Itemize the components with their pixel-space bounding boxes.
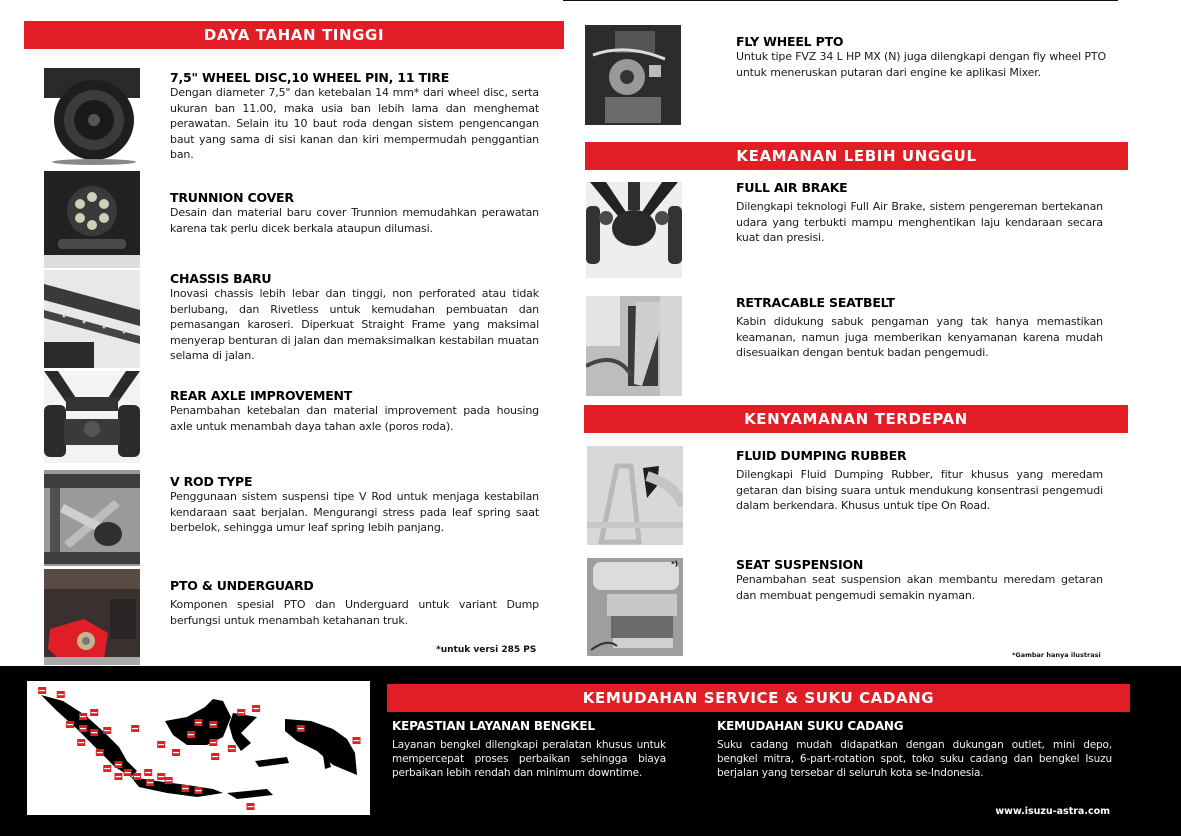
feature-workshop-service [392, 719, 666, 780]
feature-rear-axle [170, 388, 539, 434]
illustration-mark: *) [671, 560, 678, 568]
section-banner-safety: KEAMANAN LEBIH UNGGUL [585, 142, 1128, 170]
section-banner-durability: DAYA TAHAN TINGGI [24, 21, 564, 49]
feature-body: Penambahan ketebalan dan material improvement pada housing axle untuk menambah daya tahan axle (poros roda). [170, 404, 539, 433]
website-link[interactable]: www.isuzu-astra.com [995, 806, 1110, 817]
feature-flywheel-pto [736, 34, 1106, 80]
seatbelt-photo-icon [586, 296, 682, 396]
feature-body: Penambahan seat suspension akan membantu meredam getaran dan membuat pengemudi semakin nyaman. [736, 573, 1103, 602]
feature-title: CHASSIS BARU [170, 271, 272, 286]
indonesia-map-icon [27, 681, 370, 815]
feature-full-air-brake [736, 180, 1103, 246]
feature-seat-suspension [736, 557, 1103, 603]
feature-wheel-disc [170, 70, 539, 163]
wheel-photo-icon [44, 68, 140, 168]
fluid-rubber-photo-icon [587, 446, 683, 545]
feature-body: Layanan bengkel dilengkapi peralatan khusus untuk mempercepat proses perbaikan sehingga biaya perbaikan lebih rendah dan minimum downtime. [392, 739, 666, 779]
feature-title: V ROD TYPE [170, 474, 253, 489]
feature-title: FULL AIR BRAKE [736, 180, 848, 195]
footnote-illustration: *Gambar hanya ilustrasi [1012, 651, 1101, 659]
feature-pto-underguard [170, 578, 539, 628]
feature-body: Desain dan material baru cover Trunnion memudahkan perawatan karena tak perlu dicek berkala ataupun dilumasi. [170, 206, 539, 235]
feature-body: Penggunaan sistem suspensi tipe V Rod untuk menjaga kestabilan kendaraan saat berjalan. Mengurangi stress pada leaf spring saat berbelok, sehingga umur leaf spring lebih panjang. [170, 490, 539, 534]
feature-title: RETRACABLE SEATBELT [736, 295, 895, 310]
chassis-photo-icon [44, 270, 140, 368]
feature-body: Inovasi chassis lebih lebar dan tinggi, non perforated atau tidak berlubang, dan Rivetless untuk kemudahan pembuatan dan pemasangan karoseri. Diperkuat Straight Frame yang maksimal menyerap benturan di jalan dan memaksimalkan kestabilan muatan selama di jalan. [170, 287, 539, 362]
feature-body: Dengan diameter 7,5" dan ketebalan 14 mm* dari wheel disc, serta ukuran ban 11.00, maka usia ban lebih lama dan menghemat perawatan. Selain itu 10 baut roda dengan sistem pengencangan baut yang sama di sisi kanan dan kiri mempermudah penggantian ban. [170, 86, 539, 161]
trunnion-photo-icon [44, 171, 140, 268]
footnote-285ps: *untuk versi 285 PS [436, 645, 537, 655]
feature-body: Kabin didukung sabuk pengaman yang tak hanya memastikan keamanan, namun juga memberikan kenyamanan karena mudah disesuaikan dengan bentuk badan pengemudi. [736, 315, 1103, 359]
section-banner-comfort: KENYAMANAN TERDEPAN [584, 405, 1128, 433]
pto-photo-icon [44, 569, 140, 665]
top-divider [563, 0, 1118, 1]
air-brake-photo-icon [586, 182, 682, 278]
section-banner-service: KEMUDAHAN SERVICE & SUKU CADANG [387, 684, 1130, 712]
feature-retractable-seatbelt [736, 295, 1103, 361]
feature-title: FLUID DUMPING RUBBER [736, 448, 907, 463]
seat-suspension-photo-icon [587, 558, 683, 656]
feature-title: SEAT SUSPENSION [736, 557, 864, 572]
feature-title: KEMUDAHAN SUKU CADANG [717, 719, 904, 733]
feature-fluid-dumping-rubber [736, 448, 1103, 514]
feature-body: Dilengkapi teknologi Full Air Brake, sistem pengereman bertekanan udara yang terbukti mampu menghentikan laju kendaraan secara kuat dan presisi. [736, 200, 1103, 244]
footer-service-section [0, 666, 1181, 836]
feature-trunnion-cover [170, 190, 539, 236]
feature-title: REAR AXLE IMPROVEMENT [170, 388, 353, 403]
feature-title: FLY WHEEL PTO [736, 34, 844, 49]
feature-title: PTO & UNDERGUARD [170, 578, 314, 593]
feature-title: KEPASTIAN LAYANAN BENGKEL [392, 719, 595, 733]
feature-title: TRUNNION COVER [170, 190, 294, 205]
feature-body: Dilengkapi Fluid Dumping Rubber, fitur khusus yang meredam getaran dan bising suara untuk mendukung konsentrasi pengemudi dalam berkendara. Khusus untuk tipe On Road. [736, 468, 1103, 512]
feature-v-rod [170, 474, 539, 536]
feature-body: Komponen spesial PTO dan Underguard untuk variant Dump berfungsi untuk menambah ketahanan truk. [170, 598, 539, 627]
rear-axle-photo-icon [44, 371, 140, 463]
v-rod-photo-icon [44, 470, 140, 566]
feature-body: Untuk tipe FVZ 34 L HP MX (N) juga dilengkapi dengan fly wheel PTO untuk meneruskan putaran dari engine ke aplikasi Mixer. [736, 50, 1106, 79]
feature-spare-parts [717, 719, 1112, 780]
feature-title: 7,5" WHEEL DISC,10 WHEEL PIN, 11 TIRE [170, 70, 450, 85]
feature-body: Suku cadang mudah didapatkan dengan dukungan outlet, mini depo, bengkel mitra, 6-part-rotation spot, toko suku cadang dan bengkel Isuzu berjalan yang tersebar di seluruh kota se-Indonesia. [717, 739, 1112, 779]
flywheel-photo-icon [585, 25, 681, 125]
feature-chassis [170, 271, 539, 364]
